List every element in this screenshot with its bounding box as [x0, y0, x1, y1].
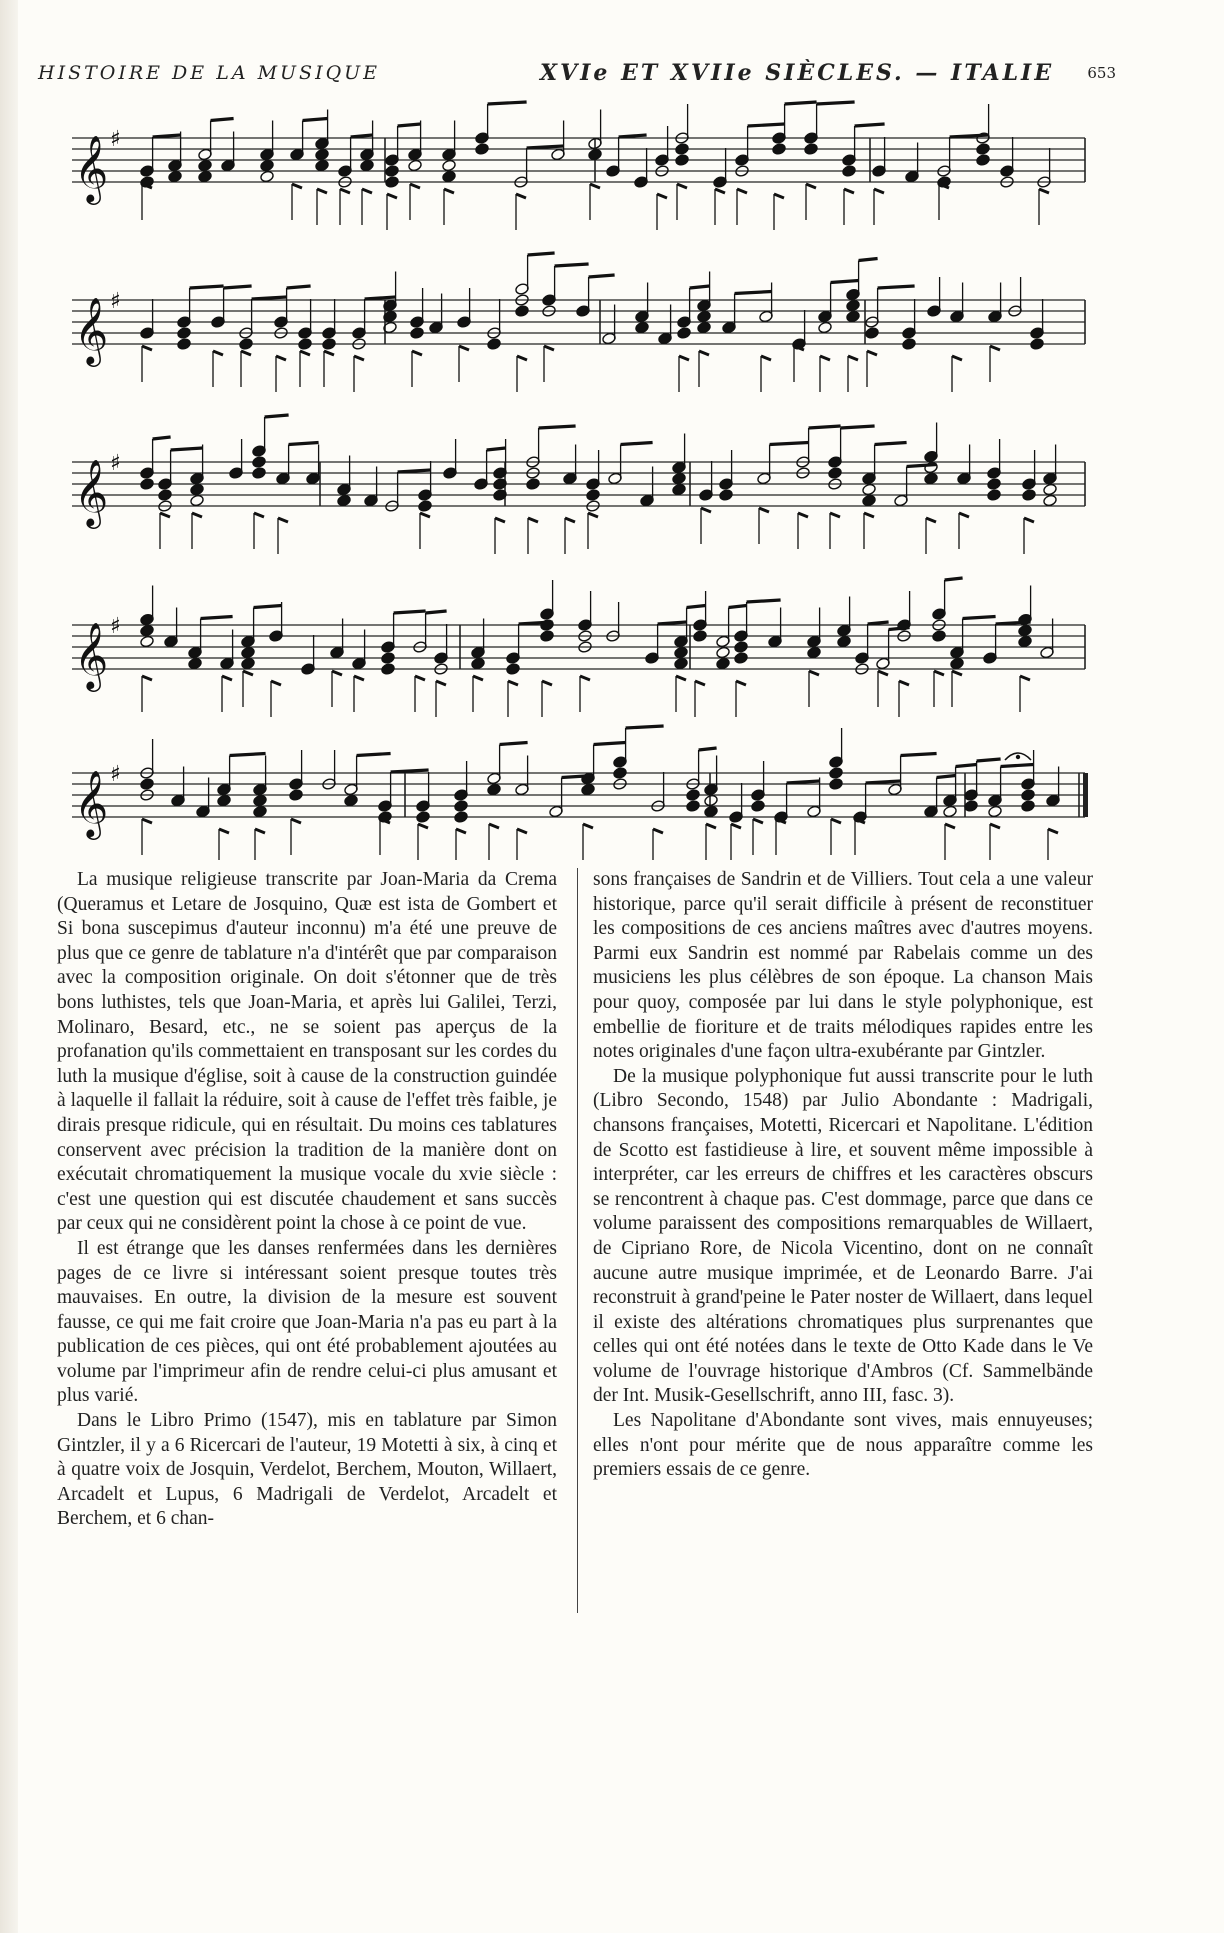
bass-flag [676, 676, 686, 680]
bass-flag [759, 508, 769, 512]
note-head [1018, 635, 1033, 648]
note-head [540, 630, 555, 643]
note-head [344, 794, 359, 807]
note-beam [817, 102, 855, 104]
note-head [442, 159, 457, 172]
note-head [686, 800, 701, 813]
note-head [260, 159, 275, 172]
note-head [241, 657, 256, 670]
bass-flag [706, 824, 716, 828]
note-head [613, 767, 628, 780]
bass-flag [583, 824, 593, 828]
note-head [837, 635, 852, 648]
note-head [410, 327, 425, 340]
note-head [704, 805, 719, 818]
note-head [1021, 800, 1036, 813]
note-head [454, 811, 469, 824]
bass-flag [737, 189, 747, 193]
bass-flag [934, 671, 944, 675]
note-head [360, 159, 375, 172]
note-beam [153, 135, 181, 137]
note-beam [770, 443, 809, 445]
note-head [704, 794, 719, 807]
text-column-right [593, 868, 1093, 1668]
note-beam [866, 781, 901, 783]
bass-flag [590, 184, 600, 188]
bass-flag [959, 513, 969, 517]
note-head [988, 805, 1003, 818]
note-head [252, 456, 267, 469]
bass-flag [420, 513, 430, 517]
note-head [1021, 789, 1036, 802]
bass-flag [222, 676, 232, 680]
bass-flag [160, 513, 170, 517]
sharp-icon: ♯ [110, 127, 121, 152]
bass-flag [354, 356, 364, 360]
treble-clef-icon: 𝄞 [74, 769, 109, 837]
bass-flag [254, 513, 264, 517]
note-head [260, 170, 275, 183]
note-beam [868, 622, 889, 624]
bass-flag [1048, 829, 1058, 833]
note-head [902, 338, 917, 351]
paragraph: De la musique polyphonique fut aussi transcrite pour le luth (Libro Secondo, 1548) par Julio Abondante : Madrigali, chansons françaises, Motetti, Ricercari et Napolitane. L'édition de Scotto est fastidieuse à lire, et souvent même impossible à interpréter, car les erreurs de chiffres et les caractères obscurs se rencontrent à chaque pas. C'est dommage, parce que dans ce volume paraissent des compositions remarquables de Willaert, de Cipriano Rore, de Nicola Vicentino, dont on ne connaît aucune autre musique imprimée, et de Leonardo Barre. J'ai reconstruit à grand'peine le Pater noster de Willaert, dans lequel il existe des altérations chromatiques plus surprenantes que celles qui ont été notées dans le texte de Otto Kade dans le Ve volume de l'ouvrage historique d'Ambros (Cf. Sammelbände der Int. Musik-Gesellschrift, anno III, fasc. 3). [593, 1065, 1093, 1407]
note-head [829, 767, 844, 780]
note-beam [658, 622, 687, 624]
note-beam [265, 415, 289, 417]
bass-flag [699, 351, 709, 355]
note-head [315, 148, 330, 161]
column-divider [577, 868, 578, 1613]
note-beam [391, 770, 429, 772]
bass-flag [517, 356, 527, 360]
bass-flag [657, 194, 667, 198]
note-head [298, 338, 313, 351]
note-head [964, 800, 979, 813]
bass-flag [362, 189, 372, 193]
note-head [716, 646, 731, 659]
note-beam [785, 102, 817, 104]
bass-flag [243, 671, 253, 675]
note-beam [855, 124, 885, 126]
note-head [442, 170, 457, 183]
treble-clef-icon: 𝄞 [74, 458, 109, 526]
note-head [140, 635, 155, 648]
note-head [1022, 489, 1037, 502]
note-beam [619, 135, 647, 137]
note-beam [426, 611, 447, 613]
final-barline-thick [1083, 773, 1088, 817]
bass-flag [291, 819, 301, 823]
bass-flag [444, 189, 454, 193]
note-head [677, 327, 692, 340]
bass-flag [565, 518, 575, 522]
bass-flag [473, 676, 483, 680]
bass-flag [415, 676, 425, 680]
note-beam [230, 754, 266, 756]
text-column-left [57, 868, 557, 1668]
bass-flag [192, 513, 202, 517]
note-head [515, 305, 530, 318]
note-head [818, 321, 833, 334]
note-head [198, 170, 213, 183]
page-number: 653 [1087, 64, 1116, 82]
note-head [924, 472, 939, 485]
bass-flag [701, 508, 711, 512]
bass-flag [412, 351, 422, 355]
music-score [0, 0, 1224, 860]
note-head [190, 483, 205, 496]
bass-flag [142, 676, 152, 680]
bass-flag [1039, 189, 1049, 193]
note-head [289, 789, 304, 802]
note-head [674, 657, 689, 670]
note-head [177, 338, 192, 351]
note-beam [555, 264, 589, 266]
bass-flag [489, 824, 499, 828]
note-head [198, 159, 213, 172]
bass-flag [753, 819, 763, 823]
bass-flag [1024, 518, 1034, 522]
bass-flag [354, 676, 364, 680]
bass-flag [241, 351, 251, 355]
note-head [976, 154, 991, 167]
note-head [1043, 483, 1058, 496]
note-head [804, 143, 819, 156]
bass-flag [213, 351, 223, 355]
note-head [976, 143, 991, 156]
note-beam [626, 726, 664, 728]
note-beam [1001, 765, 1034, 767]
note-beam [735, 292, 772, 294]
bass-flag [695, 681, 705, 685]
note-head [408, 159, 423, 172]
bass-flag [867, 351, 877, 355]
bass-flag [271, 681, 281, 685]
note-head [322, 338, 337, 351]
note-beam [977, 759, 1001, 761]
bass-flag [899, 681, 909, 685]
note-head [158, 489, 173, 502]
bass-flag [495, 518, 505, 522]
note-head [381, 663, 396, 676]
note-beam [748, 124, 785, 126]
note-head [418, 500, 433, 513]
note-head [1018, 624, 1033, 637]
note-head [672, 472, 687, 485]
bass-flag [508, 681, 518, 685]
bass-flag [588, 513, 598, 517]
note-beam [528, 253, 555, 255]
bass-flag [798, 513, 808, 517]
bass-flag [990, 346, 1000, 350]
bass-flag [300, 351, 310, 355]
bass-flag [864, 513, 874, 517]
note-beam [365, 297, 396, 299]
note-beam [787, 781, 820, 783]
sharp-icon: ♯ [110, 289, 121, 314]
note-beam [398, 470, 431, 472]
bass-flag [142, 346, 152, 350]
bass-flag [456, 829, 466, 833]
note-head [772, 143, 787, 156]
note-head [697, 310, 712, 323]
bass-flag [952, 671, 962, 675]
note-beam [171, 448, 203, 450]
note-head [487, 338, 502, 351]
note-head [635, 321, 650, 334]
note-head [454, 800, 469, 813]
bass-flag [653, 829, 663, 833]
note-beam [539, 426, 576, 428]
bass-flag [848, 356, 858, 360]
note-head [239, 338, 254, 351]
note-beam [963, 617, 996, 619]
note-head [487, 783, 502, 796]
note-head [1043, 494, 1058, 507]
bass-flag [820, 356, 830, 360]
fermata-dot [1016, 755, 1020, 759]
note-head [932, 630, 947, 643]
note-beam [394, 611, 426, 613]
note-head [581, 783, 596, 796]
note-head [719, 489, 734, 502]
bass-flag [387, 194, 397, 198]
note-head [315, 159, 330, 172]
header-book-title: HISTOIRE DE LA MUSIQUE [38, 62, 381, 84]
note-head [252, 467, 267, 480]
header-chapter-title: XVIe ET XVIIe SIÈCLES. — ITALIE [540, 60, 1055, 86]
note-head [675, 154, 690, 167]
note-beam [937, 776, 956, 778]
note-head [846, 310, 861, 323]
note-head [697, 321, 712, 334]
note-head [829, 778, 844, 791]
bass-flag [715, 189, 725, 193]
treble-clef-icon: 𝄞 [74, 296, 109, 364]
paragraph: La musique religieuse transcrite par Joan-Maria da Crema (Queramus et Letare de Josquino, Quæ est ista de Gombert et Si bona suscepimus d'auteur inconnu) m'a été une preuve de plus que ce genre de tablature n'a d'intérêt que par comparaison avec la composition originale. On doit s'étonner que de très bons luthistes, tels que Joan-Maria, et après lui Galilei, Terzi, Molinaro, Besard, etc., ne se soient pas aperçus de la profanation qu'ils commettaient en transposant sur les cordes du luth la musique d'église, soit à cause de la construction guindée à laquelle il fallait la réduire, soit à cause de l'effet très faible, je dirais presque ridicule, qui en résultait. Du moins ces tablatures conservent avec précision la tradition de la manière dont on exécutait chromatiquement la musique vocale du xvie siècle : c'est une question qui est discutée chaudement et sans succès par ceux qui ne considèrent point la chose à ce point de vue. [57, 869, 557, 1235]
bass-flag [945, 824, 955, 828]
paragraph: Il est étrange que les danses renfermées dans les dernières pages de ce livre si intéressant soient presque toutes très mauvaises. En outre, la division de la mesure est souvent fausse, ce qui me fait croire que Joan-Maria n'a pas eu part à la publication de ces pièces, qui ont été probablement ajoutées au volume par l'imprimeur afin de rendre celui-ci plus amusant et plus varié. [57, 1237, 557, 1407]
note-head [862, 483, 877, 496]
note-beam [956, 765, 977, 767]
note-head [842, 165, 857, 178]
bass-flag [809, 671, 819, 675]
bass-flag [831, 819, 841, 823]
bass-flag [276, 356, 286, 360]
note-beam [527, 146, 564, 148]
note-head [337, 494, 352, 507]
note-beam [687, 606, 706, 608]
bass-flag [517, 829, 527, 833]
note-head [828, 467, 843, 480]
bass-flag [278, 518, 288, 522]
paragraph: Les Napolitane d'Abondante sont vives, mais ennuyeuses; elles n'ont pour mérite que de nous apparaître comme les premiers essais de ce genre. [593, 1410, 1093, 1481]
bass-flag [679, 356, 689, 360]
note-head [588, 148, 603, 161]
note-head [686, 789, 701, 802]
note-beam [398, 124, 421, 126]
bass-flag [830, 513, 840, 517]
note-head [506, 663, 521, 676]
note-beam [190, 286, 224, 288]
note-head [526, 478, 541, 491]
note-beam [621, 443, 653, 445]
note-head [253, 805, 268, 818]
sharp-icon: ♯ [110, 614, 121, 639]
note-head [734, 641, 749, 654]
note-head [177, 327, 192, 340]
note-head [950, 657, 965, 670]
note-head [140, 778, 155, 791]
note-head [865, 327, 880, 340]
bass-flag [544, 346, 554, 350]
bass-flag [410, 184, 420, 188]
note-beam [303, 119, 328, 121]
bass-flag [317, 189, 327, 193]
note-head [168, 170, 183, 183]
note-head [751, 800, 766, 813]
note-beam [907, 465, 937, 467]
bass-flag [1020, 676, 1030, 680]
bass-flag [677, 184, 687, 188]
bass-flag [528, 518, 538, 522]
bass-flag [340, 189, 350, 193]
bass-flag [761, 356, 771, 360]
note-beam [594, 743, 626, 745]
paragraph: Dans le Libro Primo (1547), mis en tablature par Simon Gintzler, il y a 6 Ricercari de l'auteur, 19 Motetti à six, à cinq et à quatre voix de Josquin, Verdelot, Berchem, Mouton, Willaert, Arcadelt et Lupus, 6 Madrigali de Verdelot, Arcadelt et Berchem, et 6 chan- [57, 1410, 557, 1530]
sharp-icon: ♯ [110, 762, 121, 787]
note-head [190, 494, 205, 507]
note-beam [487, 448, 506, 450]
sharp-icon: ♯ [110, 451, 121, 476]
note-beam [289, 443, 319, 445]
note-head [987, 478, 1002, 491]
bass-flag [952, 356, 962, 360]
treble-clef-icon: 𝄞 [74, 134, 109, 202]
note-head [140, 624, 155, 637]
note-beam [945, 578, 963, 580]
note-head [943, 805, 958, 818]
bass-flag [324, 351, 334, 355]
note-beam [699, 748, 717, 750]
note-head [693, 630, 708, 643]
note-head [672, 483, 687, 496]
note-head [674, 646, 689, 659]
note-beam [153, 437, 171, 439]
note-head [862, 494, 877, 507]
bass-flag [436, 681, 446, 685]
bass-flag [878, 671, 888, 675]
note-head [381, 652, 396, 665]
note-head [987, 489, 1002, 502]
note-head [675, 143, 690, 156]
note-beam [287, 286, 311, 288]
bass-flag [516, 194, 526, 198]
note-beam [589, 275, 615, 277]
note-beam [809, 426, 841, 428]
bass-flag [219, 829, 229, 833]
bass-flag [542, 681, 552, 685]
bass-flag [292, 184, 302, 188]
note-beam [357, 754, 391, 756]
note-head [471, 657, 486, 670]
note-head [385, 165, 400, 178]
note-head [846, 299, 861, 312]
note-head [140, 478, 155, 491]
bass-flag [774, 194, 784, 198]
note-head [1030, 338, 1045, 351]
note-head [253, 794, 268, 807]
bass-flag [731, 824, 741, 828]
note-beam [254, 606, 282, 608]
bass-flag [580, 676, 590, 680]
note-head [716, 657, 731, 670]
note-beam [875, 443, 907, 445]
bass-flag [990, 824, 1000, 828]
bass-flag [736, 681, 746, 685]
bass-flag [418, 824, 428, 828]
note-head [586, 489, 601, 502]
note-head [385, 176, 400, 189]
note-beam [488, 102, 527, 104]
note-beam [841, 426, 875, 428]
note-beam [950, 135, 989, 137]
bass-flag [926, 518, 936, 522]
note-beam [224, 286, 252, 288]
note-head [734, 652, 749, 665]
note-head [807, 646, 822, 659]
note-beam [747, 600, 781, 602]
note-beam [252, 297, 287, 299]
bass-flag [332, 671, 342, 675]
bass-flag [874, 189, 884, 193]
note-beam [500, 743, 528, 745]
bass-flag [806, 184, 816, 188]
note-head [241, 646, 256, 659]
note-beam [729, 606, 747, 608]
paragraph: sons françaises de Sandrin et de Villiers. Tout cela a une valeur historique, parce qu'il serait difficile à présent de reconstituer les compositions de ces anciens maîtres avec d'autres moyens. Parmi eux Sandrin est nommé par Rabelais comme un des musiciens les plus célèbres de son époque. La chanson Mais pour quoy, composée par lui dans le style polyphonique, est embellie de fioriture et de traits mélodiques rapides entre les notes originales d'une façon ultra-exubérante par Gintzler. [593, 869, 1093, 1063]
note-beam [859, 259, 878, 261]
bass-flag [459, 346, 469, 350]
note-beam [831, 281, 859, 283]
note-beam [201, 617, 233, 619]
note-beam [901, 754, 937, 756]
note-beam [690, 286, 710, 288]
note-head [416, 811, 431, 824]
note-beam [351, 135, 373, 137]
bass-flag [142, 819, 152, 823]
treble-clef-icon: 𝄞 [74, 621, 109, 689]
note-beam [878, 286, 915, 288]
note-head [217, 794, 232, 807]
note-beam [211, 119, 234, 121]
bass-flag [844, 189, 854, 193]
note-head [475, 143, 490, 156]
bass-flag [255, 829, 265, 833]
note-head [188, 657, 203, 670]
